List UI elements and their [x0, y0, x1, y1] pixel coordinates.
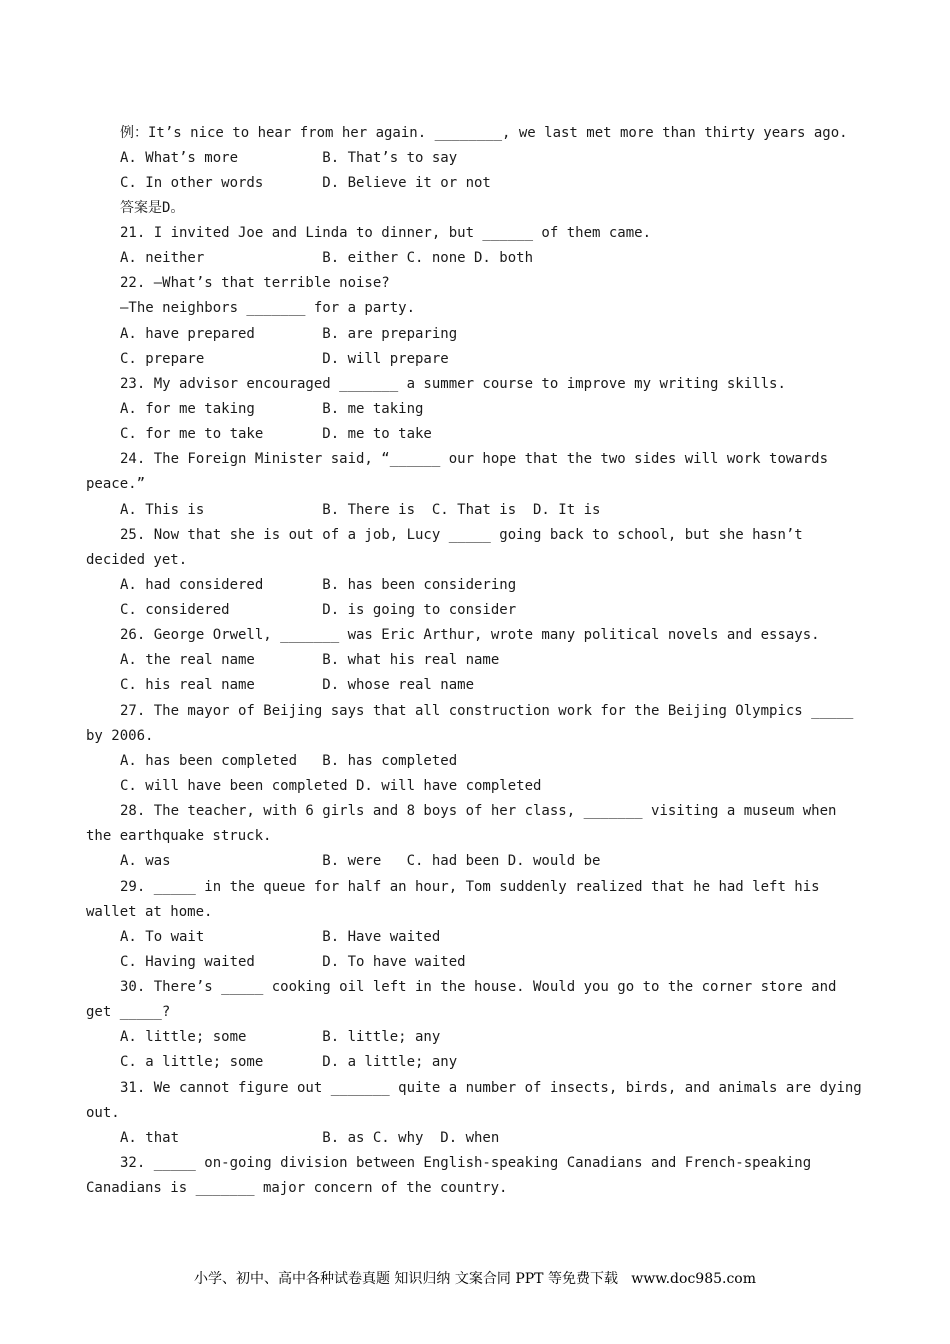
question-24-options: A. This is B. There is C. That is D. It is — [120, 502, 601, 518]
question-25-options-ab: A. had considered B. has been considering — [120, 577, 517, 593]
question-25: 25. Now that she is out of a job, Lucy _____ going back to school, but she hasn’t — [120, 527, 803, 543]
example-options-ab: A. What’s more B. That’s to say — [120, 150, 458, 166]
question-26-options-ab: A. the real name B. what his real name — [120, 652, 500, 668]
example-answer: 答案是D。 — [120, 200, 185, 216]
question-24-continued: peace.” — [86, 476, 146, 492]
question-21-options: A. neither B. either C. none D. both — [120, 250, 534, 266]
question-28: 28. The teacher, with 6 girls and 8 boys of her class, _______ visiting a museum when — [120, 803, 837, 819]
question-26-options-cd: C. his real name D. whose real name — [120, 677, 475, 693]
question-23-options-ab: A. for me taking B. me taking — [120, 401, 424, 417]
question-29-continued: wallet at home. — [86, 904, 213, 920]
footer-link-text[interactable]: 小学、初中、高中各种试卷真题 知识归纳 文案合同 PPT 等免费下载 www.doc985.com — [193, 1271, 756, 1287]
question-29-options-ab: A. To wait B. Have waited — [120, 929, 441, 945]
question-31: 31. We cannot figure out _______ quite a number of insects, birds, and animals are dying — [120, 1080, 862, 1096]
question-22: 22. —What’s that terrible noise? — [120, 275, 390, 291]
question-25-continued: decided yet. — [86, 552, 188, 568]
question-27-options-cd: C. will have been completed D. will have completed — [120, 778, 542, 794]
question-29-options-cd: C. Having waited D. To have waited — [120, 954, 466, 970]
question-28-options: A. was B. were C. had been D. would be — [120, 853, 601, 869]
question-31-options: A. that B. as C. why D. when — [120, 1130, 500, 1146]
question-22-options-cd: C. prepare D. will prepare — [120, 351, 449, 367]
question-28-continued: the earthquake struck. — [86, 828, 272, 844]
question-27-options-ab: A. has been completed B. has completed — [120, 753, 458, 769]
question-24: 24. The Foreign Minister said, “______ our hope that the two sides will work towards — [120, 451, 829, 467]
question-30: 30. There’s _____ cooking oil left in the house. Would you go to the corner store and — [120, 979, 837, 995]
question-32: 32. _____ on-going division between English-speaking Canadians and French-speaking — [120, 1155, 812, 1171]
question-25-options-cd: C. considered D. is going to consider — [120, 602, 517, 618]
question-31-continued: out. — [86, 1105, 120, 1121]
question-23: 23. My advisor encouraged _______ a summer course to improve my writing skills. — [120, 376, 786, 392]
question-21: 21. I invited Joe and Linda to dinner, but ______ of them came. — [120, 225, 652, 241]
question-29: 29. _____ in the queue for half an hour, Tom suddenly realized that he had left his — [120, 879, 820, 895]
example-question: 例：It’s nice to hear from her again. ________, we last met more than thirty years ago. — [120, 125, 848, 141]
question-32-continued: Canadians is _______ major concern of the country. — [86, 1180, 508, 1196]
question-22-options-ab: A. have prepared B. are preparing — [120, 326, 458, 342]
question-22-reply: —The neighbors _______ for a party. — [120, 300, 416, 316]
question-30-options-cd: C. a little; some D. a little; any — [120, 1054, 458, 1070]
question-23-options-cd: C. for me to take D. me to take — [120, 426, 432, 442]
question-30-options-ab: A. little; some B. little; any — [120, 1029, 441, 1045]
question-26: 26. George Orwell, _______ was Eric Arthur, wrote many political novels and essays. — [120, 627, 820, 643]
question-27-continued: by 2006. — [86, 728, 154, 744]
question-27: 27. The mayor of Beijing says that all construction work for the Beijing Olympics _____ — [120, 703, 854, 719]
example-options-cd: C. In other words D. Believe it or not — [120, 175, 491, 191]
question-30-continued: get _____? — [86, 1004, 171, 1020]
